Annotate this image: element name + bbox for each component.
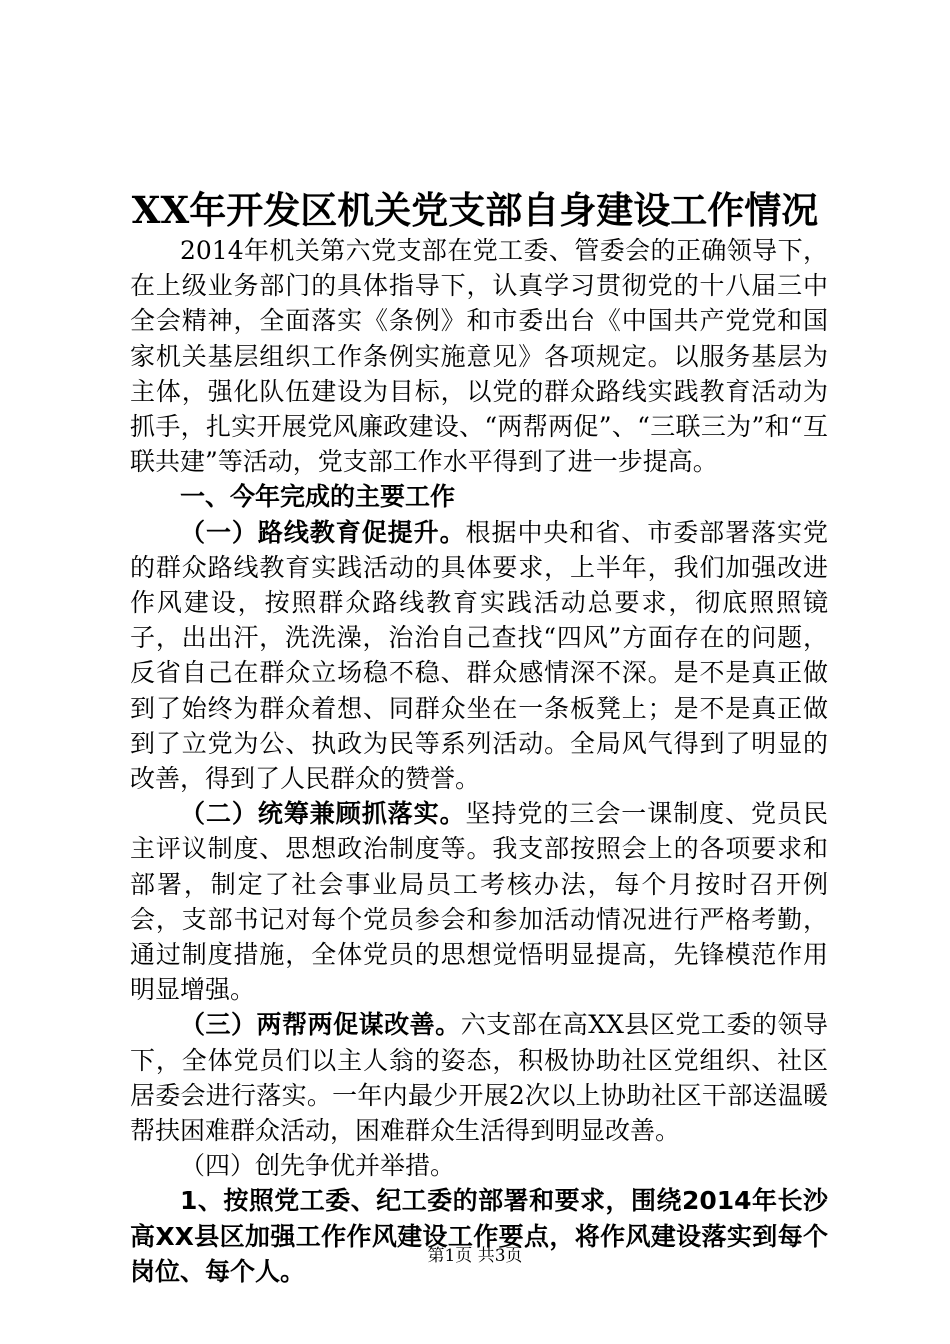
item-text-1: 根据中央和省、市委部署落实党的群众路线教育实践活动的具体要求，上半年，我们加强改进作风建设，按照群众路线教育实践活动总要求，彻底照照镜子，出出汗，洗洗澡，治治自己查找“四风”方面存在的问题，反省自己在群众立场稳不稳、群众感情深不深。是不是真正做到了始终为群众着想、同群众坐在一条板凳上；是不是真正做到了立党为公、执政为民等系列活动。全局风气得到了明显的改善，得到了人民群众的赞誉。 (130, 517, 828, 794)
item-paragraph-1 (130, 515, 828, 797)
item-text-3: 六支部在高XX县区党工委的领导下，全体党员们以主人翁的姿态，积极协助社区党组织、社区居委会进行落实。一年内最少开展2次以上协助社区干部送温暖帮扶困难群众活动，困难群众生活得到明显改善。 (130, 1010, 828, 1146)
item-heading-4: （四）创先争优并举措。 (180, 1151, 456, 1181)
item-lead-3: （三）两帮两促谋改善。 (180, 1010, 461, 1040)
document-title: XX年开发区机关党支部自身建设工作情况 (131, 188, 819, 232)
intro-paragraph: 2014年机关第六党支部在党工委、管委会的正确领导下，在上级业务部门的具体指导下，认真学习贯彻党的十八届三中全会精神，全面落实《条例》和市委出台《中国共产党党和国家机关基层组织工作条例实施意见》各项规定。以服务基层为主体，强化队伍建设为目标，以党的群众路线实践教育活动为抓手，扎实开展党风廉政建设、“两帮两促”、“三联三为”和“互联共建”等活动，党支部工作水平得到了进一步提高。 (130, 236, 828, 477)
item-paragraph-2 (130, 796, 828, 1007)
item-text-2: 坚持党的三会一课制度、党员民主评议制度、思想政治制度等。我支部按照会上的各项要求和部署，制定了社会事业局员工考核办法，每个月按时召开例会，支部书记对每个党员参会和参加活动情况进行严格考勤，通过制度措施，全体党员的思想觉悟明显提高，先锋模范作用明显增强。 (130, 799, 828, 1005)
item-paragraph-3 (130, 1007, 828, 1148)
item-lead-1: （一）路线教育促提升。 (180, 517, 466, 547)
document-body (130, 233, 828, 1289)
item4-point-1: 1、按照党工委、纪工委的部署和要求，围绕2014年长沙高XX县区加强工作作风建设工作要点，将作风建设落实到每个岗位、每个人。 (130, 1186, 828, 1286)
page-footer: 第1页 共3页 (427, 1246, 523, 1266)
section-heading: 一、今年完成的主要工作 (180, 482, 456, 512)
item-lead-2: （二）统筹兼顾抓落实。 (180, 799, 466, 829)
